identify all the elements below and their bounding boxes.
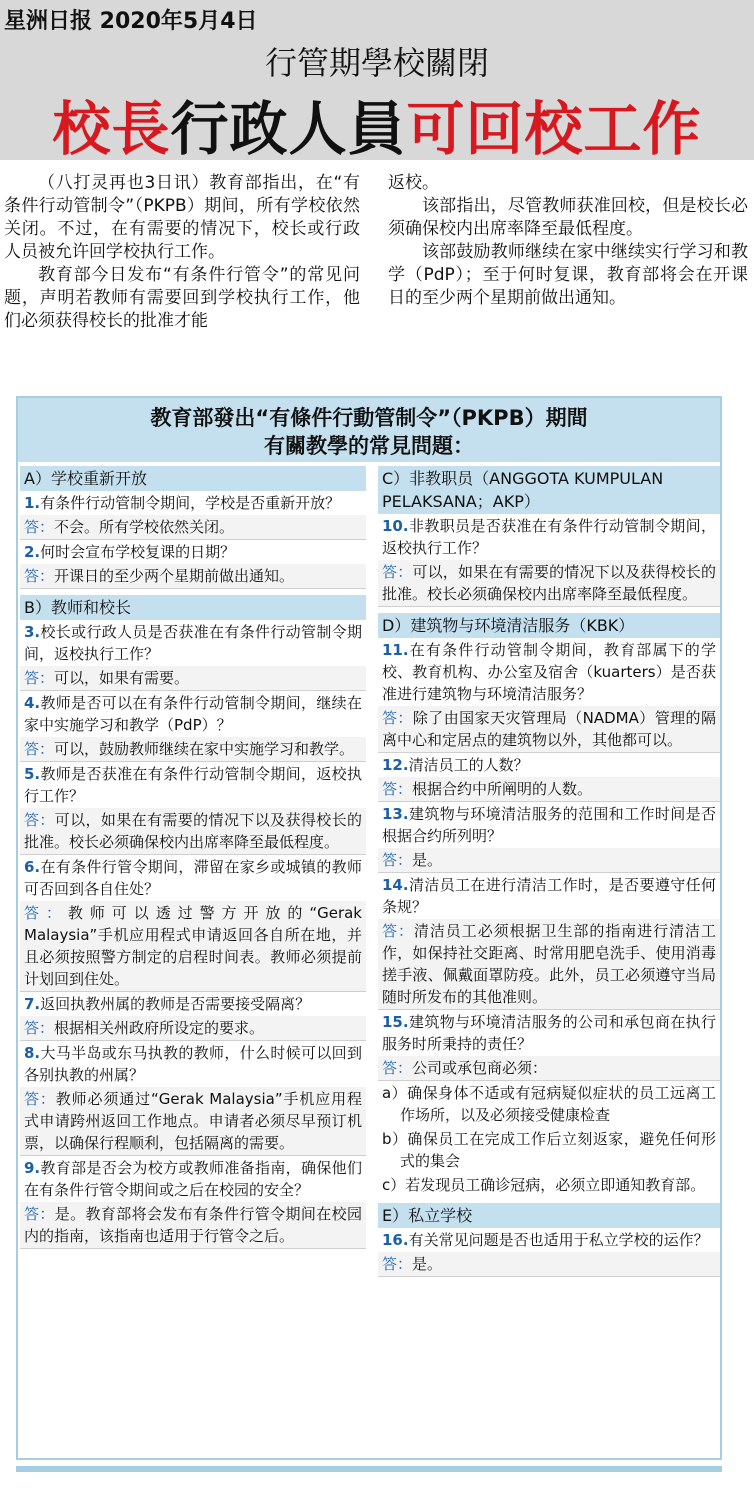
answer-16 — [378, 1252, 720, 1277]
main-headline — [0, 82, 754, 166]
question-text: 大马半岛或东马执教的教师，什么时候可以回到各别执教的州属？ — [24, 1044, 362, 1084]
question-13 — [378, 802, 720, 848]
answer-text: 可以，鼓励教师继续在家中实施学习和教学。 — [54, 740, 355, 758]
question-11 — [378, 638, 720, 706]
question-text: 教师是否可以在有条件行动管制令期间，继续在家中实施学习和教学（PdP）？ — [24, 694, 362, 734]
question-number: 2. — [24, 543, 41, 561]
question-number: 12. — [382, 756, 409, 774]
answer-label: 答： — [24, 1019, 55, 1037]
answer-label: 答： — [382, 922, 414, 940]
section-heading-b: B）教师和校长 — [20, 595, 366, 620]
answer-label: 答： — [24, 1205, 55, 1223]
story-paragraph-2-continued: 返校。 — [388, 173, 439, 193]
question-7 — [20, 992, 366, 1016]
question-number: 10. — [382, 517, 409, 535]
question-2 — [20, 540, 366, 564]
answer-text: 根据合约中所阐明的人数。 — [412, 780, 593, 798]
faq-box — [16, 396, 722, 1460]
question-text: 非教职员是否获准在有条件行动管制令期间，返校执行工作？ — [382, 517, 716, 557]
answer-text: 是。 — [412, 851, 443, 869]
answer-15-item-a: a）确保身体不适或有冠病疑似症状的员工远离工作场所，以及必须接受健康检查 — [382, 1084, 716, 1124]
question-3 — [20, 620, 366, 666]
answer-12 — [378, 777, 720, 802]
question-number: 3. — [24, 623, 41, 641]
masthead — [0, 0, 754, 163]
story-column-right — [388, 172, 748, 310]
story-paragraph-1: （八打灵再也3日讯）教育部指出，在“有条件行动管制令”（PKPB）期间，所有学校依然关闭。不过，在有需要的情况下，校长或行政人员被允许回学校执行工作。 — [4, 173, 360, 262]
story-paragraph-3: 该部指出，尽管教师获准回校，但是校长必须确保校内出席率降至最低程度。 — [388, 196, 748, 239]
question-number: 4. — [24, 694, 41, 712]
section-heading-a: A）学校重新开放 — [20, 466, 366, 491]
question-text: 在有条件行动管制令期间，教育部属下的学校、教育机构、办公室及宿舍（kuarters）是否获准进行建筑物与环境清洁服务？ — [382, 641, 716, 703]
answer-14 — [378, 919, 720, 1010]
question-14 — [378, 873, 720, 919]
answer-label: 答： — [382, 1059, 413, 1077]
question-number: 5. — [24, 765, 41, 783]
question-10 — [378, 514, 720, 560]
section-heading-c: C）非教职员（ANGGOTA KUMPULAN PELAKSANA；AKP） — [378, 466, 720, 514]
question-number: 9. — [24, 1159, 41, 1177]
answer-text: 可以，如果在有需要的情况下以及获得校长的批准。校长必须确保校内出席率降至最低程度。 — [382, 563, 716, 603]
question-number: 6. — [24, 858, 41, 876]
question-number: 16. — [382, 1231, 409, 1249]
answer-13 — [378, 848, 720, 873]
faq-title-line-2: 有關教學的常見問題： — [264, 434, 474, 458]
answer-label: 答： — [382, 563, 413, 581]
answer-8 — [20, 1087, 366, 1156]
answer-4 — [20, 737, 366, 762]
question-text: 建筑物与环境清洁服务的范围和工作时间是否根据合约所列明？ — [382, 805, 716, 845]
question-text: 教师是否获准在有条件行动管制令期间，返校执行工作？ — [24, 765, 362, 805]
headline-part-1: 校長 — [52, 95, 171, 163]
answer-label: 答： — [24, 740, 55, 758]
answer-text: 根据相关州政府所设定的要求。 — [54, 1019, 265, 1037]
answer-text: 教师必须通过“Gerak Malaysia”手机应用程式申请跨州返回工作地点。申请者必须尽早预订机票，以确保行程顺利，包括隔离的需要。 — [24, 1090, 362, 1152]
answer-2 — [20, 564, 366, 589]
question-number: 8. — [24, 1044, 41, 1062]
source-line: 星洲日报 2020年5月4日 — [4, 9, 258, 34]
answer-label: 答： — [382, 851, 413, 869]
section-heading-d: D）建筑物与环境清洁服务（KBK） — [378, 613, 720, 638]
answer-label: 答： — [24, 1090, 56, 1108]
answer-15-item-b: b）确保员工在完成工作后立刻返家，避免任何形式的集会 — [382, 1130, 716, 1170]
faq-column-right — [378, 466, 720, 1277]
answer-label: 答： — [24, 811, 55, 829]
question-text: 在有条件行管令期间，滞留在家乡或城镇的教师可否回到各自住处？ — [24, 858, 362, 898]
headline-part-3: 可回校工作 — [406, 95, 702, 163]
bottom-rule — [16, 1466, 722, 1472]
answer-text: 不会。所有学校依然关闭。 — [54, 518, 235, 536]
answer-label: 答： — [382, 709, 413, 727]
story-paragraph-2: 教育部今日发布“有条件行管令”的常见问题，声明若教师有需要回到学校执行工作，他们必须获得校长的批准才能 — [4, 265, 360, 331]
answer-15-item-c: c）若发现员工确诊冠病，必须立即通知教育部。 — [382, 1176, 706, 1194]
answer-11 — [378, 706, 720, 753]
question-text: 清洁员工的人数？ — [408, 756, 529, 774]
question-9 — [20, 1156, 366, 1202]
answer-label: 答： — [24, 518, 55, 536]
question-text: 建筑物与环境清洁服务的公司和承包商在执行服务时所秉持的责任？ — [382, 1013, 716, 1053]
answer-label: 答： — [382, 780, 413, 798]
answer-label: 答： — [24, 904, 68, 922]
story-column-left — [4, 172, 360, 333]
question-number: 1. — [24, 494, 41, 512]
answer-label: 答： — [24, 567, 55, 585]
answer-text: 公司或承包商必须： — [412, 1059, 548, 1077]
question-text: 校长或行政人员是否获准在有条件行动管制令期间，返校执行工作？ — [24, 623, 362, 663]
question-text: 何时会宣布学校复课的日期？ — [40, 543, 236, 561]
answer-text: 清洁员工必须根据卫生部的指南进行清洁工作，如保持社交距离、时常用肥皂洗手、使用消毒搓手液、佩戴面罩防疫。此外，员工必须遵守当局随时所发布的其他准则。 — [382, 922, 716, 1006]
question-number: 13. — [382, 805, 409, 823]
answer-3 — [20, 666, 366, 691]
question-text: 教育部是否会为校方或教师准备指南，确保他们在有条件行管令期间或之后在校园的安全？ — [24, 1159, 362, 1199]
question-text: 有条件行动管制令期间，学校是否重新开放？ — [40, 494, 341, 512]
answer-text: 是。教育部将会发布有条件行管令期间在校园内的指南，该指南也适用于行管令之后。 — [24, 1205, 362, 1245]
story-paragraph-4: 该部鼓励教师继续在家中继续实行学习和教学（PdP）；至于何时复课，教育部将会在开课日的至少两个星期前做出通知。 — [388, 242, 748, 308]
answer-text: 教师可以透过警方开放的“Gerak Malaysia”手机应用程式申请返回各自所在地，并且必须按照警方制定的启程时间表。教师必须提前计划回到住处。 — [24, 904, 362, 988]
question-text: 返回执教州属的教师是否需要接受隔离？ — [40, 995, 311, 1013]
question-8 — [20, 1041, 366, 1087]
question-number: 15. — [382, 1013, 409, 1031]
answer-7 — [20, 1016, 366, 1041]
answer-text: 可以，如果在有需要的情况下以及获得校长的批准。校长必须确保校内出席率降至最低程度。 — [24, 811, 362, 851]
answer-label: 答： — [382, 1255, 413, 1273]
question-text: 有关常见问题是否也适用于私立学校的运作？ — [408, 1231, 709, 1249]
faq-column-left — [20, 466, 366, 1249]
faq-title-line-1: 教育部發出“有條件行動管制令”（PKPB）期間 — [150, 406, 588, 430]
question-number: 14. — [382, 876, 409, 894]
question-number: 11. — [382, 641, 409, 659]
section-heading-e: E）私立学校 — [378, 1203, 720, 1228]
question-1 — [20, 491, 366, 515]
question-12 — [378, 753, 720, 777]
question-6 — [20, 855, 366, 901]
answer-9 — [20, 1202, 366, 1249]
answer-15 — [378, 1056, 720, 1081]
question-4 — [20, 691, 366, 737]
answer-10 — [378, 560, 720, 607]
answer-6 — [20, 901, 366, 992]
answer-text: 除了由国家天灾管理局（NADMA）管理的隔离中心和定居点的建筑物以外，其他都可以。 — [382, 709, 716, 749]
question-15 — [378, 1010, 720, 1056]
answer-text: 可以，如果有需要。 — [54, 669, 190, 687]
headline-part-2: 行政人員 — [170, 95, 407, 163]
answer-label: 答： — [24, 669, 55, 687]
question-number: 7. — [24, 995, 41, 1013]
answer-5 — [20, 808, 366, 855]
answer-text: 是。 — [412, 1255, 443, 1273]
answer-1 — [20, 515, 366, 540]
question-16 — [378, 1228, 720, 1252]
kicker-headline: 行管期學校關閉 — [264, 44, 489, 82]
faq-header — [18, 398, 720, 462]
question-text: 清洁员工在进行清洁工作时，是否要遵守任何条规？ — [382, 876, 716, 916]
answer-text: 开课日的至少两个星期前做出通知。 — [54, 567, 295, 585]
question-5 — [20, 762, 366, 808]
